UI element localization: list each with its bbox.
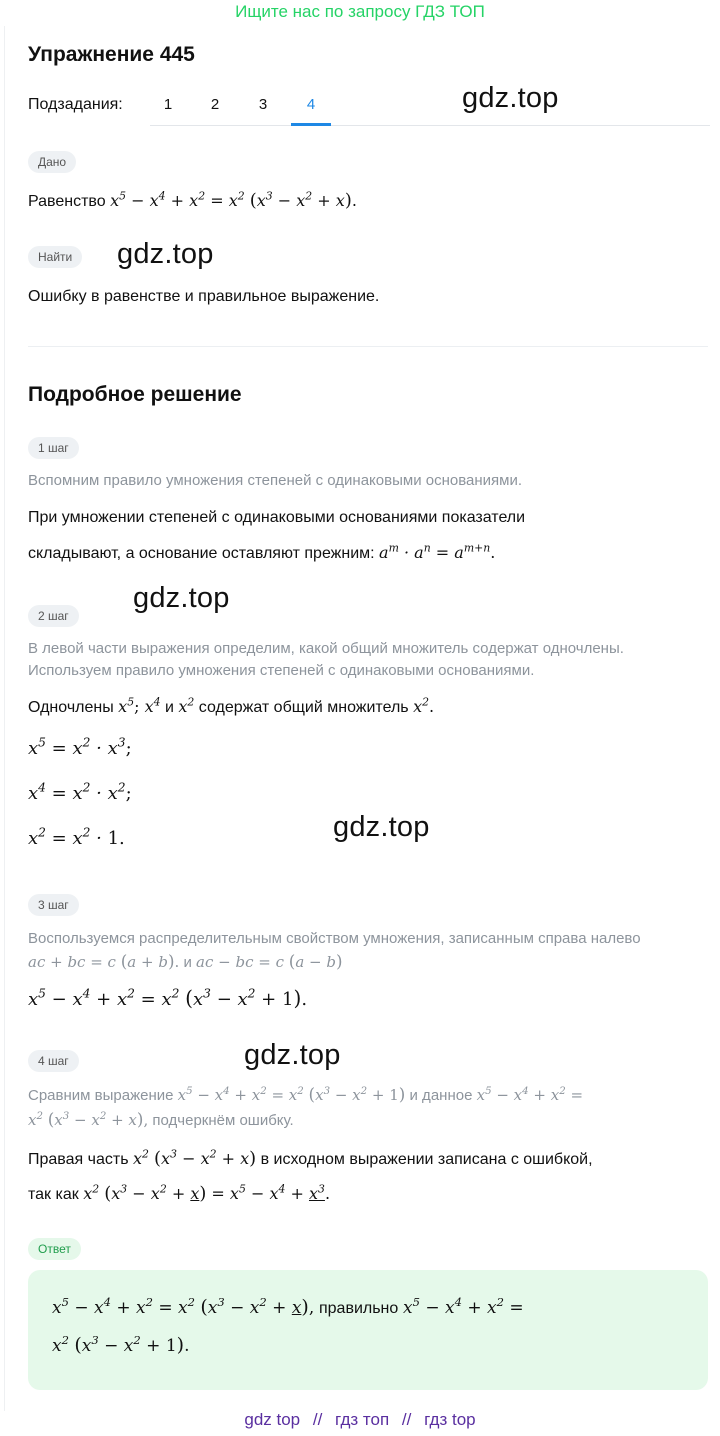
step-1-text-line2: складывают, а основание оставляют прежним: $a^m \cdot a^n = a^{m+n}$. [28, 541, 496, 562]
footer-separator: // [312, 1410, 323, 1429]
given-text: Равенство $x^5 - x^4 + x^2 = x^2$ $(x^3 - x^2 + x)$. [28, 189, 357, 211]
step-2-text: Одночлены $x^5$; $x^4$ и $x^2$ содержат общий множитель $x^2$. [28, 695, 435, 716]
answer-line-1: $x^5 - x^4 + x^2 = x^2$ $(x^3 - x^2 + x)$, правильно $x^5 - x^4 + x^2$ = [52, 1295, 524, 1318]
step-2-badge: 2 шаг [28, 605, 79, 627]
step-1-text-line1: При умножении степеней с одинаковыми основаниями показатели [28, 509, 526, 526]
given-badge: Дано [28, 151, 76, 173]
step-4-hint-line1: Сравним выражение $x^5 - x^4 + x^2 = x^2$ $(x^3 - x^2 + 1)$ и данное $x^5 - x^4 + x^2$ = [28, 1084, 584, 1104]
active-tab-indicator [291, 123, 331, 126]
footer-link-gdz-top-mixed[interactable]: гдз top [424, 1410, 476, 1429]
step-1-badge: 1 шаг [28, 437, 79, 459]
step-4-hint-line2: $x^2$ $(x^3 - x^2 + x)$, подчеркнём ошибку. [28, 1109, 294, 1129]
step-3-hint: Воспользуемся распределительным свойством умножения, записанным справа налево [28, 930, 641, 947]
find-badge: Найти [28, 246, 82, 268]
footer-link-gdz-top-ru[interactable]: гдз топ [335, 1410, 390, 1429]
section-divider [28, 346, 708, 347]
subtasks-label: Подзадания: [28, 96, 123, 113]
watermark: gdz.top [133, 582, 230, 614]
footer-links [0, 1410, 720, 1430]
footer-separator: // [401, 1410, 412, 1429]
step-2-hint-line2: Используем правило умножения степеней с одинаковыми основаниями. [28, 662, 535, 679]
page-title: Упражнение 445 [28, 43, 195, 66]
tabs-divider [150, 125, 710, 126]
step-2-hint-line1: В левой части выражения определим, какой общий множитель содержат одночлены. [28, 640, 624, 657]
tab-2[interactable]: 2 [210, 96, 220, 113]
answer-badge: Ответ [28, 1238, 81, 1260]
find-text: Ошибку в равенстве и правильное выражение. [28, 288, 380, 305]
tab-3[interactable]: 3 [258, 96, 268, 113]
watermark: gdz.top [333, 811, 430, 843]
tab-1[interactable]: 1 [163, 96, 173, 113]
step-4-text-line1: Правая часть $x^2$ $(x^3 - x^2 + x)$ в исходном выражении записана с ошибкой, [28, 1147, 593, 1169]
step-3-hint-formula: ac + bc = c (a + b). и ac − bc = c (a − b) [28, 951, 343, 971]
step-1-hint: Вспомним правило умножения степеней с одинаковыми основаниями. [28, 472, 522, 489]
top-banner[interactable]: Ищите нас по запросу ГДЗ ТОП [235, 2, 485, 21]
step-2-equation-1: $x^5 = x^2 \cdot x^3$; [28, 735, 132, 759]
tab-4[interactable]: 4 [306, 96, 316, 113]
watermark: gdz.top [117, 238, 214, 270]
step-4-badge: 4 шаг [28, 1050, 79, 1072]
step-2-equation-3: $x^2 = x^2 \cdot 1$. [28, 825, 125, 849]
answer-box [28, 1270, 708, 1390]
step-3-equation: $x^5 - x^4 + x^2 = x^2$ $(x^3 - x^2 + 1)$. [28, 986, 308, 1010]
step-2-equation-2: $x^4 = x^2 \cdot x^2$; [28, 780, 132, 804]
step-3-badge: 3 шаг [28, 894, 79, 916]
watermark: gdz.top [462, 82, 559, 114]
solution-title: Подробное решение [28, 383, 242, 406]
footer-link-gdz-top[interactable]: gdz top [244, 1410, 301, 1429]
power-rule-formula: $a^m \cdot a^n = a^{m+n}$. [379, 541, 496, 562]
answer-line-2: $x^2$ $(x^3 - x^2 + 1)$. [52, 1333, 190, 1356]
given-equation: $x^5 - x^4 + x^2 = x^2$ $(x^3 - x^2 + x)$. [110, 189, 357, 211]
step-4-text-line2: так как $x^2$ $(x^3 - x^2 + x) = x^5 - x^4 + x^3$. [28, 1182, 331, 1204]
watermark: gdz.top [244, 1039, 341, 1071]
